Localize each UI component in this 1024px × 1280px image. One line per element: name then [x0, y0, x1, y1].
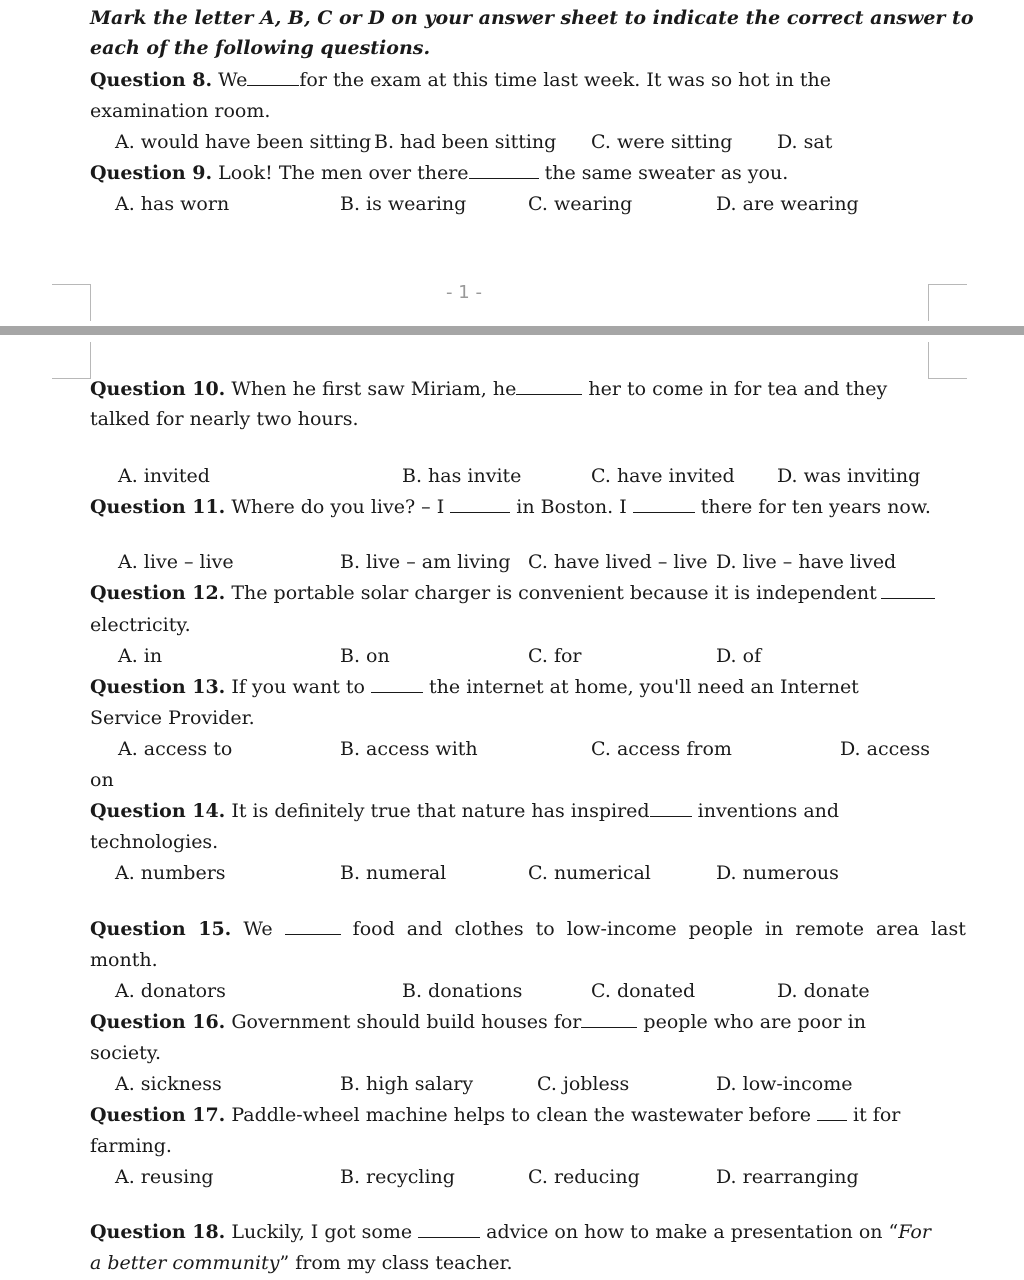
option-b[interactable]: B. is wearing [340, 193, 467, 215]
option-a[interactable]: A. numbers [115, 862, 226, 884]
question-15-text-before: We [231, 918, 285, 940]
presentation-title-part-1: For [898, 1221, 931, 1243]
question-11-text-before: Where do you live? – I [225, 496, 451, 518]
question-16-text-after: people who are poor in [637, 1011, 866, 1033]
question-10-text-before: When he first saw Miriam, he [225, 378, 517, 400]
option-b[interactable]: B. has invite [402, 465, 522, 487]
question-18-text-end: ” from my class teacher. [279, 1252, 513, 1274]
question-8-label: Question 8. [90, 69, 213, 91]
question-13 [90, 675, 859, 699]
answer-blank[interactable] [247, 68, 299, 86]
question-16-text-before: Government should build houses for [225, 1011, 582, 1033]
option-d[interactable]: D. rearranging [716, 1166, 859, 1188]
option-a[interactable]: A. access to [118, 738, 233, 760]
question-18-text-before: Luckily, I got some [225, 1221, 419, 1243]
option-d[interactable]: D. are wearing [716, 193, 859, 215]
question-13-line-2: Service Provider. [90, 707, 255, 729]
answer-blank-2[interactable] [633, 495, 695, 513]
question-14-text-before: It is definitely true that nature has inspired [225, 800, 650, 822]
option-c[interactable]: C. have invited [591, 465, 735, 487]
instructions-line-1: Mark the letter A, B, C or D on your answer sheet to indicate the correct answer to [90, 7, 974, 29]
question-18-line-2 [90, 1251, 513, 1275]
option-d[interactable]: D. low-income [716, 1073, 853, 1095]
answer-blank[interactable] [469, 161, 539, 179]
answer-blank[interactable] [650, 799, 692, 817]
option-a[interactable]: A. would have been sitting [115, 131, 372, 153]
option-d-wrap: on [90, 769, 114, 791]
option-c[interactable]: C. reducing [528, 1166, 640, 1188]
question-10 [90, 377, 887, 401]
answer-blank[interactable] [418, 1220, 480, 1238]
option-a[interactable]: A. invited [118, 465, 210, 487]
option-a[interactable]: A. in [118, 645, 163, 667]
option-c[interactable]: C. access from [591, 738, 732, 760]
question-15-label: Question 15. [90, 918, 232, 940]
question-11 [90, 495, 931, 519]
question-14 [90, 799, 839, 823]
question-12-line-2: electricity. [90, 614, 191, 636]
question-13-label: Question 13. [90, 676, 226, 698]
option-d[interactable]: D. sat [777, 131, 833, 153]
page-corner-mark [52, 342, 91, 379]
question-18-text-after: advice on how to make a presentation on “ [480, 1221, 899, 1243]
option-b[interactable]: B. on [340, 645, 390, 667]
question-14-line-2: technologies. [90, 831, 219, 853]
question-8-text-after: for the exam at this time last week. It was so hot in the [299, 69, 831, 91]
option-b[interactable]: B. donations [402, 980, 523, 1002]
option-d[interactable]: D. numerous [716, 862, 839, 884]
question-14-text-after: inventions and [691, 800, 840, 822]
question-11-text-middle: in Boston. I [510, 496, 633, 518]
option-c[interactable]: C. have lived – live [528, 551, 708, 573]
question-9-text-after: the same sweater as you. [538, 162, 789, 184]
option-a[interactable]: A. donators [115, 980, 226, 1002]
option-c[interactable]: C. jobless [537, 1073, 630, 1095]
question-16-line-2: society. [90, 1042, 162, 1064]
question-12-label: Question 12. [90, 582, 226, 604]
question-18 [90, 1220, 931, 1244]
question-15-line-2: month. [90, 949, 158, 971]
answer-blank-1[interactable] [450, 495, 510, 513]
page-number: - 1 - [446, 282, 482, 303]
question-17-text-after: it for [847, 1104, 901, 1126]
question-15 [90, 917, 966, 941]
question-11-label: Question 11. [90, 496, 226, 518]
question-10-label: Question 10. [90, 378, 226, 400]
question-17-line-2: farming. [90, 1135, 172, 1157]
option-d[interactable]: D. of [716, 645, 762, 667]
question-11-text-after: there for ten years now. [694, 496, 931, 518]
presentation-title-part-2: a better community [90, 1252, 280, 1274]
option-a[interactable]: A. has worn [115, 193, 230, 215]
question-8-text-before: We [212, 69, 248, 91]
option-b[interactable]: B. live – am living [340, 551, 511, 573]
option-d[interactable]: D. donate [777, 980, 870, 1002]
answer-blank[interactable] [817, 1103, 847, 1121]
question-12 [90, 581, 935, 605]
question-17 [90, 1103, 900, 1127]
question-17-label: Question 17. [90, 1104, 226, 1126]
question-16-label: Question 16. [90, 1011, 226, 1033]
answer-blank[interactable] [581, 1010, 637, 1028]
option-c[interactable]: C. donated [591, 980, 696, 1002]
option-c[interactable]: C. were sitting [591, 131, 733, 153]
page-separator [0, 326, 1024, 335]
question-10-text-after: her to come in for tea and they [582, 378, 888, 400]
option-d[interactable]: D. access [840, 738, 930, 760]
option-b[interactable]: B. high salary [340, 1073, 474, 1095]
page-corner-mark [928, 342, 967, 379]
question-13-text-before: If you want to [225, 676, 371, 698]
question-9-label: Question 9. [90, 162, 213, 184]
answer-blank[interactable] [516, 377, 582, 395]
instructions-line-2: each of the following questions. [90, 37, 431, 59]
question-9-text-before: Look! The men over there [212, 162, 469, 184]
option-b[interactable]: B. access with [340, 738, 478, 760]
option-c[interactable]: C. numerical [528, 862, 651, 884]
question-8 [90, 68, 831, 92]
option-b[interactable]: B. had been sitting [374, 131, 557, 153]
answer-blank[interactable] [285, 917, 341, 935]
question-14-label: Question 14. [90, 800, 226, 822]
option-d[interactable]: D. live – have lived [716, 551, 897, 573]
question-13-text-after: the internet at home, you'll need an Internet [423, 676, 859, 698]
question-18-label: Question 18. [90, 1221, 226, 1243]
option-c[interactable]: C. for [528, 645, 582, 667]
question-16 [90, 1010, 866, 1034]
question-8-line-2: examination room. [90, 100, 271, 122]
option-d[interactable]: D. was inviting [777, 465, 921, 487]
answer-blank[interactable] [881, 581, 935, 599]
answer-blank[interactable] [371, 675, 423, 693]
question-10-line-2: talked for nearly two hours. [90, 408, 359, 430]
option-a[interactable]: A. sickness [115, 1073, 222, 1095]
option-b[interactable]: B. numeral [340, 862, 447, 884]
question-9 [90, 161, 788, 185]
option-a[interactable]: A. reusing [115, 1166, 214, 1188]
question-17-text-before: Paddle-wheel machine helps to clean the wastewater before [225, 1104, 818, 1126]
question-15-text-after: food and clothes to low-income people in remote area last [340, 918, 966, 940]
question-12-text-before: The portable solar charger is convenient because it is independent [225, 582, 877, 604]
option-a[interactable]: A. live – live [118, 551, 234, 573]
option-c[interactable]: C. wearing [528, 193, 633, 215]
page-corner-mark [928, 284, 967, 321]
option-b[interactable]: B. recycling [340, 1166, 455, 1188]
